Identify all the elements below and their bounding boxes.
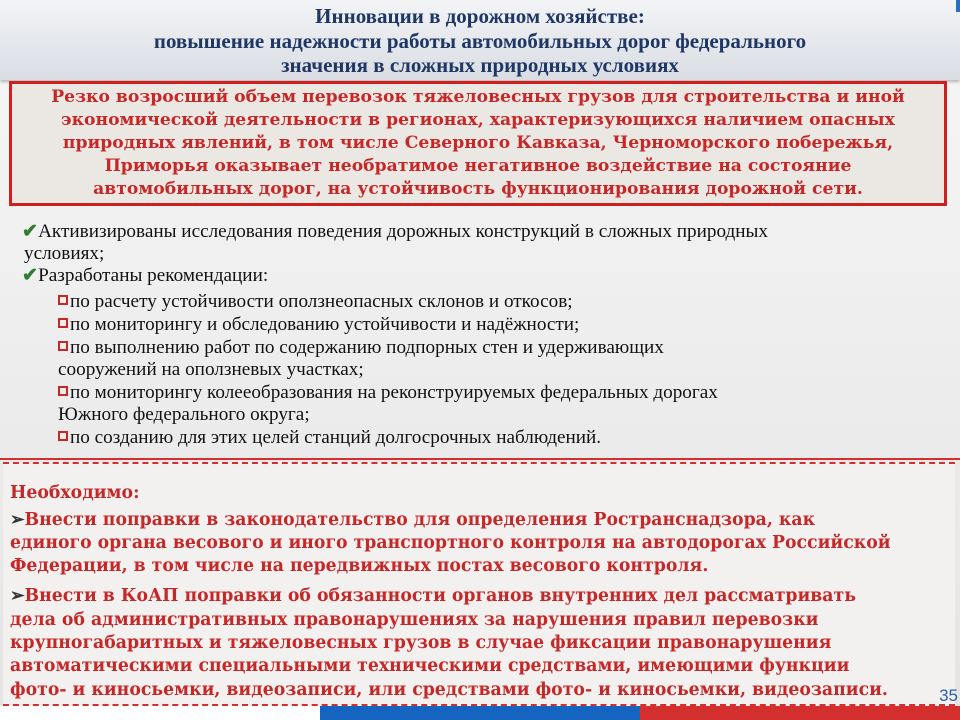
rec-item-4-cont: Южного федерального округа; [58,404,310,425]
rec-item-2-text: по мониторингу и обследованию устойчивости и надёжности; [70,314,580,335]
check-item-recommendations-text: Разработаны рекомендации: [38,265,269,286]
check-item-recommendations [22,265,268,287]
necessary-item-1 [10,509,815,531]
divider-line [0,458,960,460]
alert-line-2: экономической деятельности в регионах, характеризующихся наличием опасных [61,110,895,130]
slide-title-line-2: повышение надежности работы автомобильных дорог федерального [153,29,807,53]
rec-item-5 [58,427,601,449]
necessary-item-1-cont2: Федерации, в том числе на передвижных постах весового контроля. [10,556,709,576]
slide-title-line-1: Инновации в дорожном хозяйстве: [315,4,645,28]
necessary-item-2 [10,585,856,607]
rec-item-2 [58,314,579,336]
rec-item-4-text: по мониторингу колееобразования на реконструируемых федеральных дорогах [70,382,718,403]
rec-item-1-text: по расчету устойчивости оползнеопасных склонов и откосов; [70,291,573,312]
alert-line-1: Резко возросший объем перевозок тяжеловесных грузов для строительства и иной [51,87,905,107]
necessary-item-2-cont3: автоматическими специальными техническими средствами, имеющими функции [10,656,850,676]
rec-item-5-text: по созданию для этих целей станций долгосрочных наблюдений. [70,427,602,448]
flag-stripe-white [0,706,320,720]
rec-item-3-cont: сооружений на оползневых участках; [58,359,364,380]
check-item-research-cont: условиях; [24,243,105,264]
square-bullet-icon [58,318,68,328]
page-number: 35 [939,686,958,705]
square-bullet-icon [58,295,68,305]
checkmark-icon: ✔ [22,221,39,242]
necessary-item-1-cont1: единого органа весового и иного транспортного контроля на автодорогах Российской [10,533,891,553]
rec-item-3-text: по выполнению работ по содержанию подпорных стен и удерживающих [70,337,664,358]
alert-line-5: автомобильных дорог, на устойчивость функционирования дорожной сети. [93,179,863,199]
necessary-item-2-cont1: дела об административных правонарушениях за нарушения правил перевозки [10,610,819,630]
necessary-item-1-text: Внести поправки в законодательство для определения Ространснадзора, как [24,510,816,530]
corner-accent [956,0,960,12]
rec-item-1 [58,291,573,313]
necessary-heading: Необходимо: [10,483,140,503]
necessary-item-2-cont4: фото- и киносьемки, видеозаписи, или средствами фото- и киносьемки, видеозаписи. [10,680,888,700]
square-bullet-icon [58,431,68,441]
rec-item-4 [58,382,718,404]
square-bullet-icon [58,341,68,351]
arrow-bullet-icon: ➢ [10,510,25,530]
title-bar [0,0,960,80]
square-bullet-icon [58,386,68,396]
check-item-research-text: Активизированы исследования поведения дорожных конструкций в сложных природных [38,221,769,242]
necessary-item-2-text: Внести в КоАП поправки об обязанности органов внутренних дел рассматривать [24,586,856,606]
check-item-research [22,221,768,243]
rec-item-3 [58,337,664,359]
slide-title-line-3: значения в сложных природных условиях [281,53,679,77]
checkmark-icon: ✔ [22,265,39,286]
necessary-item-2-cont2: крупногабаритных и тяжеловесных грузов в случае фиксации правонарушения [10,633,832,653]
arrow-bullet-icon: ➢ [10,586,25,606]
alert-line-4: Приморья оказывает необратимое негативное воздействие на состояние [104,156,852,176]
flag-stripe-red [640,706,960,720]
flag-stripe-blue [320,706,640,720]
alert-box [9,81,947,206]
alert-line-3: природных явлений, в том числе Северного Кавказа, Черноморского побережья, [62,133,894,153]
